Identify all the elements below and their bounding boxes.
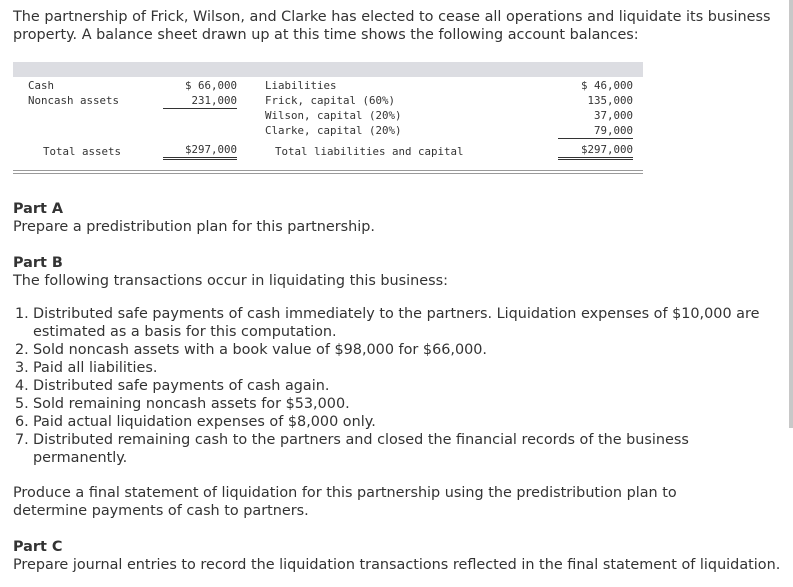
part-a-heading: Part A [13,201,63,217]
part-b-heading: Part B [13,255,63,271]
list-item-text: Paid actual liquidation expenses of $8,000 only. [33,414,376,430]
asset-amount-cash: $ 66,000 [184,79,237,92]
list-item [13,359,773,377]
asset-amount-noncash: 231,000 [163,93,237,109]
wilson-capital-label: Wilson, capital (20%) [265,109,402,122]
list-item [13,413,773,431]
wilson-capital-amount: 37,000 [593,109,633,122]
clarke-capital-amount: 79,000 [558,123,633,139]
liabilities-label: Liabilities [265,79,337,92]
total-liabilities-capital-label: Total liabilities and capital [275,145,464,158]
list-item-number: 7. [15,432,29,448]
vertical-scrollbar[interactable] [789,0,793,428]
list-item [13,395,773,413]
list-item-text: Distributed safe payments of cash again. [33,378,330,394]
intro-paragraph: The partnership of Frick, Wilson, and Clarke has elected to cease all operations and liquidate its business property. A balance sheet drawn up at this time shows the following account balances: [13,9,771,43]
liabilities-amount: $ 46,000 [580,79,633,92]
list-item-text: Distributed safe payments of cash immediately to the partners. Liquidation expenses of $10,000 are estimated as a basis for this computation. [33,306,760,340]
list-item [13,305,773,341]
part-b-text: The following transactions occur in liquidating this business: [13,273,448,289]
list-item-text: Sold noncash assets with a book value of $98,000 for $66,000. [33,342,488,358]
part-c-heading: Part C [13,539,63,555]
part-c-text: Prepare journal entries to record the liquidation transactions reflected in the final statement of liquidation. [13,557,781,573]
list-item-number: 1. [15,306,29,322]
list-item [13,431,773,467]
list-item-number: 5. [15,396,29,412]
asset-label-noncash: Noncash assets [28,94,120,107]
balance-sheet-header-bar [13,62,643,77]
list-item-number: 2. [15,342,29,358]
list-item-number: 6. [15,414,29,430]
clarke-capital-label: Clarke, capital (20%) [265,124,402,137]
list-item [13,341,773,359]
balance-sheet [13,62,643,176]
frick-capital-amount: 135,000 [587,94,633,107]
list-item-text: Sold remaining noncash assets for $53,000. [33,396,350,412]
list-item-number: 3. [15,360,29,376]
list-item-text: Paid all liabilities. [33,360,158,376]
list-item [13,377,773,395]
list-item-number: 4. [15,378,29,394]
list-item-text: Distributed remaining cash to the partners and closed the financial records of the business permanently. [33,432,689,466]
transaction-list [13,305,773,467]
frick-capital-label: Frick, capital (60%) [265,94,396,107]
total-assets-label: Total assets [43,145,122,158]
part-b-closing-text: Produce a final statement of liquidation for this partnership using the predistribution plan to determine payments of cash to partners. [13,485,677,519]
total-assets-amount: $297,000 [163,142,237,160]
total-liabilities-capital-amount: $297,000 [558,142,633,160]
asset-label-cash: Cash [28,79,55,92]
balance-sheet-bottom-rule [13,170,643,174]
part-a-text: Prepare a predistribution plan for this partnership. [13,219,375,235]
